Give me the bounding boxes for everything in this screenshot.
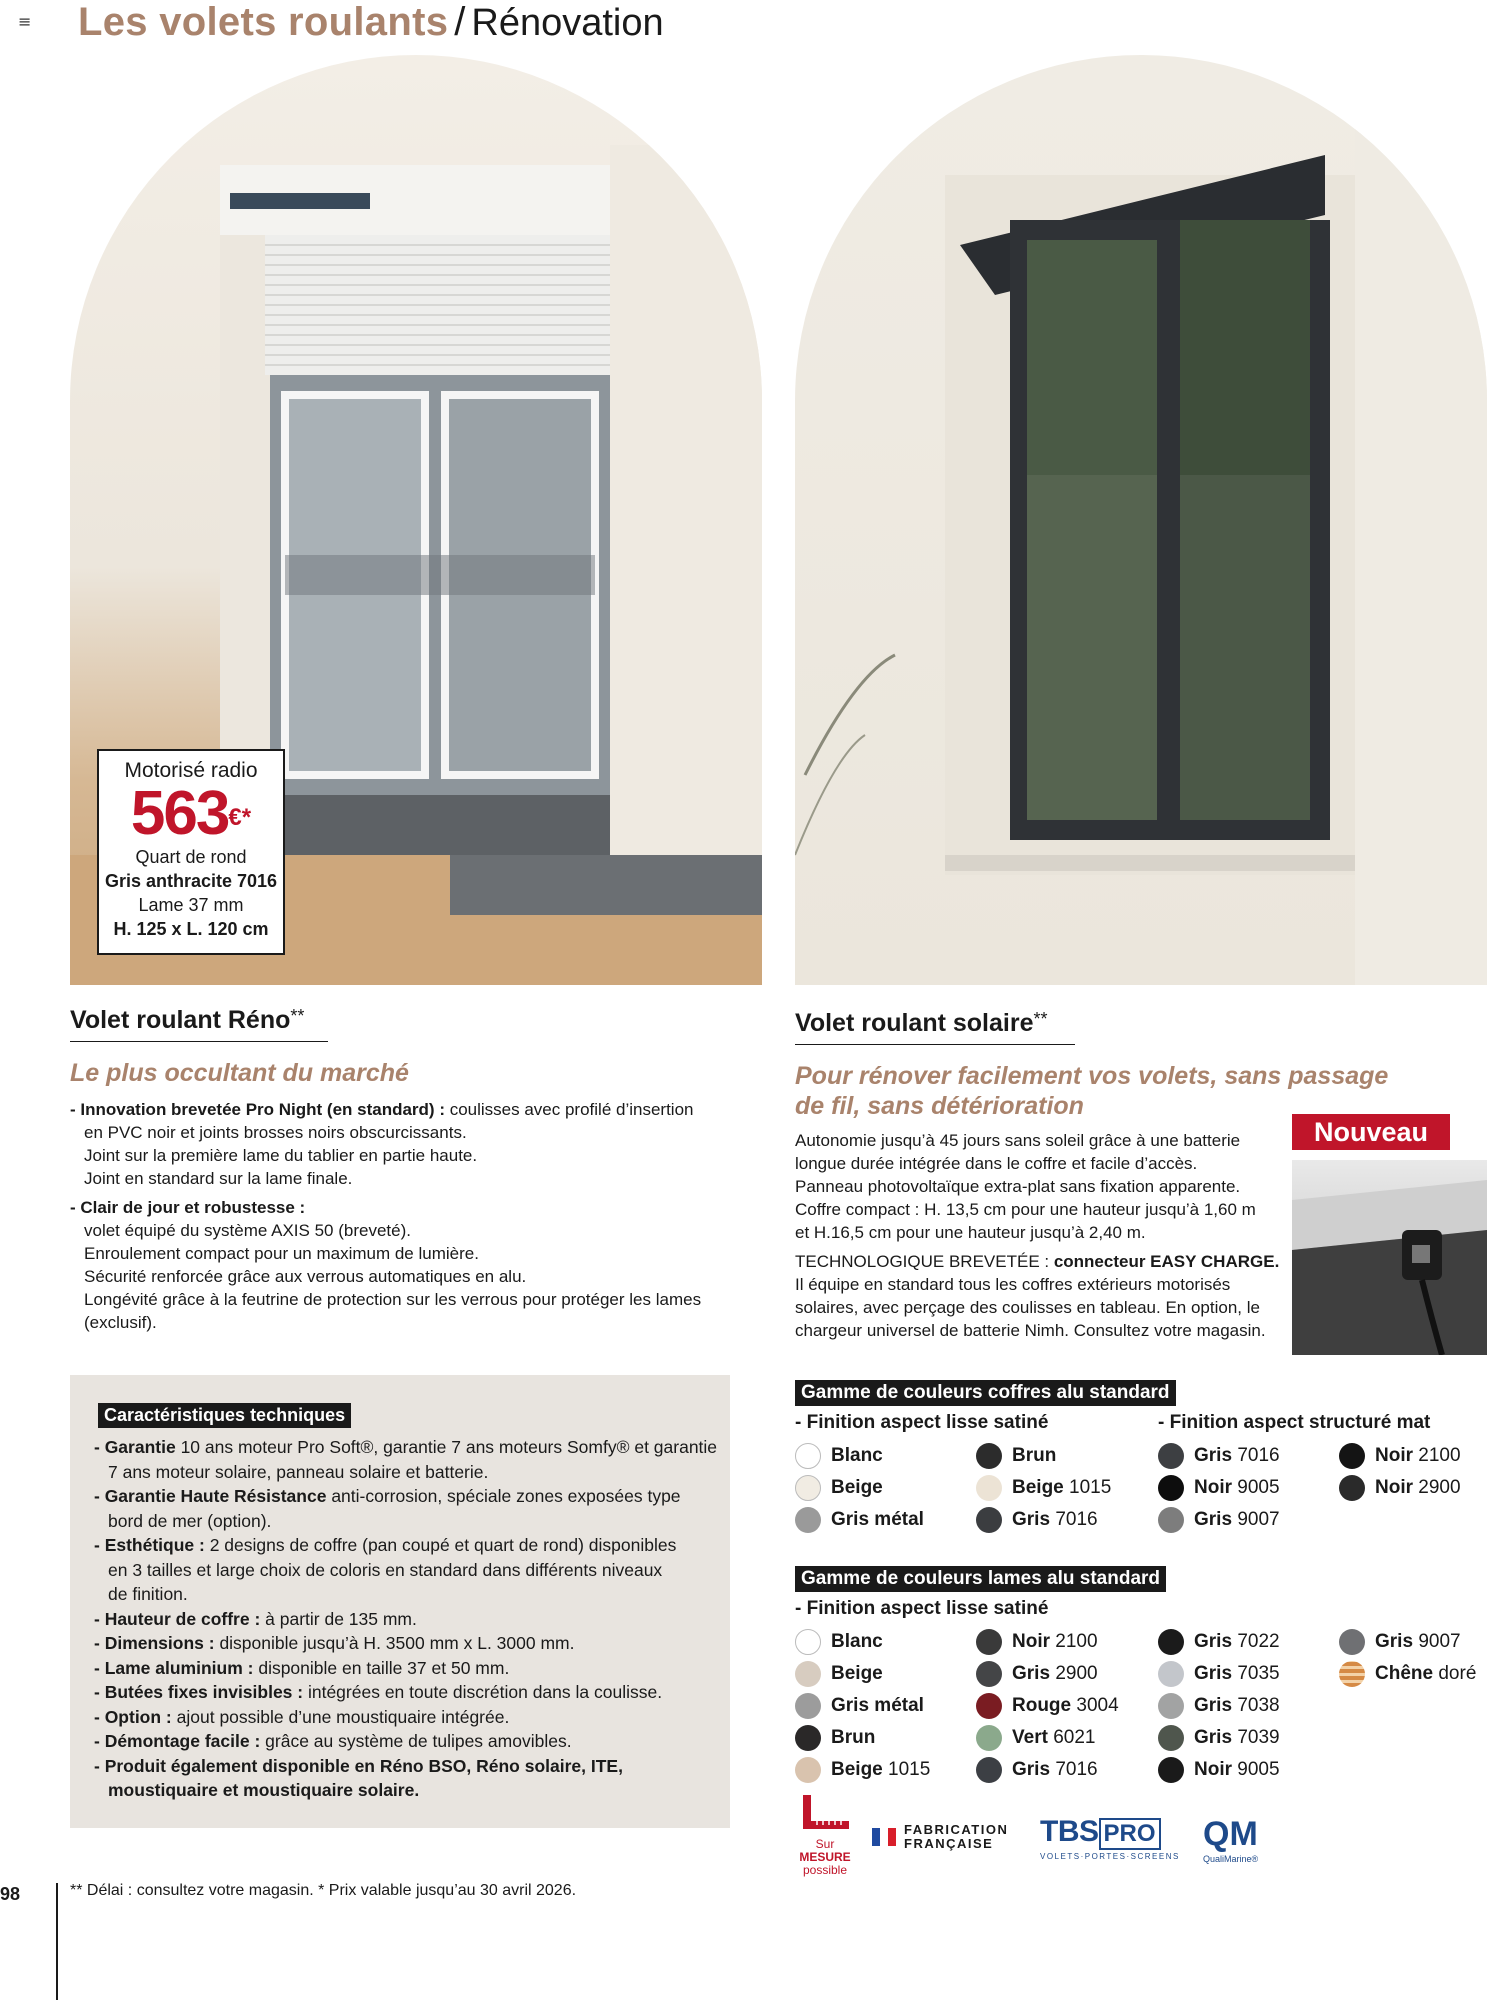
lame-color-swatch — [976, 1693, 1119, 1719]
price-detail-1: Quart de rond — [135, 847, 247, 867]
color-name: Chêne — [1375, 1663, 1434, 1684]
spec-item — [94, 1631, 724, 1656]
lame-color-swatch — [976, 1757, 1098, 1783]
colors-coffres-title — [795, 1380, 1176, 1406]
color-dot-icon — [1158, 1443, 1184, 1469]
color-name: Blanc — [831, 1631, 883, 1652]
color-code: 3004 — [1076, 1695, 1119, 1716]
color-code: 2100 — [1418, 1445, 1461, 1466]
color-code: 1015 — [1069, 1477, 1112, 1498]
color-dot-icon — [1339, 1661, 1365, 1687]
description-solaire — [795, 1129, 1285, 1342]
colors-lames-sub1: - Finition aspect lisse satiné — [795, 1598, 1049, 1619]
color-code: 7016 — [1055, 1509, 1098, 1530]
color-name: Noir — [1375, 1477, 1413, 1498]
photo-volet-solaire — [795, 55, 1487, 985]
color-dot-icon — [795, 1725, 821, 1751]
tagline-solaire — [795, 1061, 1485, 1121]
color-label — [831, 1445, 883, 1467]
color-label — [1375, 1631, 1461, 1653]
lame-color-swatch — [1158, 1757, 1280, 1783]
color-dot-icon — [976, 1725, 1002, 1751]
color-code: 2100 — [1055, 1631, 1098, 1652]
tbs-text: TBS — [1040, 1815, 1099, 1848]
spec-label: - Garantie Haute Résistance — [94, 1486, 327, 1506]
product-title-stars: ** — [1033, 1009, 1048, 1029]
spec-item — [94, 1729, 724, 1754]
color-dot-icon — [795, 1757, 821, 1783]
lame-color-swatch — [1158, 1693, 1280, 1719]
coffre-color-swatch — [1158, 1475, 1280, 1501]
specs-title: Caractéristiques techniques — [98, 1403, 351, 1428]
qm-text: QM — [1203, 1815, 1258, 1853]
spec-item — [94, 1607, 724, 1632]
color-name: Gris — [1012, 1509, 1051, 1530]
color-label — [831, 1477, 883, 1499]
spec-label: - Dimensions : — [94, 1633, 215, 1653]
coffre-color-swatch — [795, 1507, 924, 1533]
desc-line: Il équipe en standard tous les coffres extérieurs motorisés — [795, 1275, 1231, 1294]
color-dot-icon — [1158, 1693, 1184, 1719]
color-label — [831, 1695, 924, 1717]
spec-text: disponible en taille 37 et 50 mm. — [253, 1657, 510, 1678]
spec-text: bord de mer (option). — [108, 1510, 272, 1531]
coffre-color-swatch — [976, 1507, 1098, 1533]
color-name: Gris — [1194, 1445, 1233, 1466]
tagline-line: de fil, sans détérioration — [795, 1092, 1084, 1120]
coffre-color-swatch — [1158, 1507, 1280, 1533]
color-label — [831, 1631, 883, 1653]
spec-label: - Lame aluminium : — [94, 1657, 254, 1678]
price-currency: €* — [228, 804, 252, 831]
color-name: Gris métal — [831, 1509, 924, 1530]
feature-clair-line: Sécurité renforcée grâce aux verrous automatiques en alu. — [84, 1267, 527, 1286]
price-detail-4: H. 125 x L. 120 cm — [113, 919, 269, 939]
coffre-color-swatch — [795, 1443, 883, 1469]
spec-text: grâce au système de tulipes amovibles. — [260, 1731, 572, 1751]
spec-text: à partir de 135 mm. — [260, 1608, 417, 1629]
title-separator: / — [454, 0, 466, 44]
color-name: Beige — [831, 1477, 883, 1498]
spec-text: 10 ans moteur Pro Soft®, garantie 7 ans moteurs Somfy® et garantie — [175, 1437, 718, 1457]
desc-line: solaires, avec perçage des coulisses en tableau. En option, le — [795, 1298, 1260, 1317]
price-detail-2: Gris anthracite 7016 — [104, 871, 278, 891]
color-dot-icon — [976, 1629, 1002, 1655]
sur-mesure-text: Sur — [815, 1837, 835, 1851]
color-dot-icon — [795, 1661, 821, 1687]
color-label — [1012, 1759, 1098, 1781]
spec-label: - Produit également disponible en Réno BSO, Réno solaire, ITE, — [94, 1755, 623, 1776]
color-name: Gris — [1194, 1663, 1233, 1684]
feature-clair-de-jour — [70, 1196, 750, 1219]
spec-label: - Esthétique : — [94, 1535, 205, 1555]
desc-line: Autonomie jusqu’à 45 jours sans soleil grâce à une batterie — [795, 1131, 1241, 1150]
colors-lames-band: Gamme de couleurs lames alu standard — [795, 1566, 1166, 1592]
price-value — [99, 779, 283, 848]
color-label — [1194, 1759, 1280, 1781]
color-dot-icon — [1158, 1475, 1184, 1501]
lame-color-swatch — [1339, 1629, 1461, 1655]
lame-color-swatch — [1158, 1661, 1280, 1687]
product-title-stars: ** — [290, 1006, 305, 1026]
color-dot-icon — [976, 1507, 1002, 1533]
color-label — [831, 1727, 875, 1749]
desc-line: longue durée intégrée dans le coffre et facile d’accès. — [795, 1154, 1198, 1173]
footer-divider — [56, 1883, 58, 2000]
fabrication-text: FABRICATION — [904, 1822, 1009, 1837]
color-label — [1012, 1477, 1111, 1499]
color-label — [1012, 1509, 1098, 1531]
coffre-color-swatch — [1158, 1443, 1280, 1469]
product-title-text: Volet roulant Réno — [70, 1006, 291, 1034]
color-name: Gris — [1012, 1759, 1051, 1780]
spec-label: moustiquaire et moustiquaire solaire. — [108, 1780, 420, 1800]
spec-text: 7 ans moteur solaire, panneau solaire et batterie. — [108, 1461, 489, 1482]
feature-clair-de-jour-title: - Clair de jour et robustesse : — [70, 1198, 306, 1217]
feature-clair-line: Enroulement compact pour un maximum de lumière. — [84, 1244, 479, 1263]
spec-text: anti-corrosion, spéciale zones exposées type — [326, 1486, 681, 1506]
color-dot-icon — [1339, 1629, 1365, 1655]
sur-mesure-logo — [795, 1793, 855, 1877]
color-name: Brun — [1012, 1445, 1057, 1466]
color-dot-icon — [976, 1693, 1002, 1719]
color-dot-icon — [795, 1507, 821, 1533]
tbs-tagline: VOLETS·PORTES·SCREENS — [1040, 1852, 1180, 1861]
color-label — [831, 1663, 883, 1685]
color-label — [1012, 1631, 1098, 1653]
color-dot-icon — [1158, 1757, 1184, 1783]
color-name: Beige — [831, 1663, 883, 1684]
color-label — [1194, 1695, 1280, 1717]
color-dot-icon — [976, 1661, 1002, 1687]
price-detail-3: Lame 37 mm — [138, 895, 244, 915]
coffre-color-swatch — [1339, 1475, 1461, 1501]
color-dot-icon — [1158, 1507, 1184, 1533]
coffre-color-swatch — [1339, 1443, 1461, 1469]
color-dot-icon — [976, 1475, 1002, 1501]
feature-pro-night — [70, 1098, 750, 1121]
colors-lames-title — [795, 1566, 1166, 1592]
color-code: 9005 — [1237, 1477, 1280, 1498]
spec-text: disponible jusqu’à H. 3500 mm x L. 3000 mm. — [214, 1633, 575, 1653]
spec-item-line — [94, 1778, 724, 1803]
french-flag-icon — [872, 1828, 896, 1846]
color-dot-icon — [1339, 1443, 1365, 1469]
spec-label: - Option : — [94, 1706, 172, 1727]
color-code: 7016 — [1055, 1759, 1098, 1780]
color-name: Noir — [1194, 1477, 1232, 1498]
ruler-icon — [797, 1793, 853, 1833]
desc-tech-label: TECHNOLOGIQUE BREVETÉE : — [795, 1252, 1054, 1271]
qualimarine-logo — [1203, 1815, 1258, 1864]
spec-item — [94, 1435, 724, 1460]
color-label — [1375, 1477, 1461, 1499]
tbs-pro-text: PRO — [1099, 1818, 1161, 1850]
feature-clair-line: Longévité grâce à la feutrine de protection sur les verrous pour protéger les lames — [84, 1290, 702, 1309]
color-dot-icon — [1158, 1725, 1184, 1751]
color-code: doré — [1438, 1663, 1477, 1684]
spec-label: - Butées fixes invisibles : — [94, 1682, 304, 1702]
product-title-text: Volet roulant solaire — [795, 1009, 1034, 1037]
color-code: 2900 — [1418, 1477, 1461, 1498]
feature-pro-night-line: Joint en standard sur la lame finale. — [84, 1169, 353, 1188]
desc-tech-name: connecteur EASY CHARGE. — [1053, 1252, 1280, 1271]
color-dot-icon — [976, 1757, 1002, 1783]
illustration-connector — [1292, 1160, 1487, 1355]
coffre-color-swatch — [795, 1475, 883, 1501]
spec-text: en 3 tailles et large choix de coloris en standard dans différents niveaux — [108, 1559, 663, 1580]
color-label — [1194, 1477, 1280, 1499]
color-label — [831, 1759, 930, 1781]
color-dot-icon — [795, 1693, 821, 1719]
color-code: 2900 — [1055, 1663, 1098, 1684]
spec-item — [94, 1705, 724, 1730]
color-dot-icon — [1339, 1475, 1365, 1501]
sur-mesure-text: MESURE — [799, 1850, 851, 1864]
price-label: Motorisé radio — [124, 759, 258, 782]
francaise-text: FRANÇAISE — [904, 1836, 994, 1851]
desc-line — [795, 1250, 1285, 1273]
page-header — [78, 0, 664, 44]
desc-line: chargeur universel de batterie Nimh. Consultez votre magasin. — [795, 1321, 1266, 1340]
color-label — [1375, 1663, 1476, 1685]
lame-color-swatch — [795, 1757, 930, 1783]
page-subtitle: Rénovation — [471, 2, 664, 44]
color-name: Gris — [1194, 1695, 1233, 1716]
color-dot-icon — [795, 1629, 821, 1655]
color-dot-icon — [1158, 1629, 1184, 1655]
lame-color-swatch — [795, 1693, 924, 1719]
lame-color-swatch — [1339, 1661, 1476, 1687]
specs-list — [94, 1435, 724, 1803]
color-name: Gris — [1194, 1509, 1233, 1530]
fabrication-francaise-logo — [872, 1823, 1008, 1851]
spec-text: 2 designs de coffre (pan coupé et quart de rond) disponibles — [204, 1535, 677, 1555]
feature-pro-night-text: coulisses avec profilé d’insertion — [444, 1100, 694, 1119]
color-code: 7038 — [1237, 1695, 1280, 1716]
spec-item — [94, 1533, 724, 1558]
color-name: Beige — [1012, 1477, 1064, 1498]
color-dot-icon — [795, 1475, 821, 1501]
color-name: Gris — [1012, 1663, 1051, 1684]
tagline-reno: Le plus occultant du marché — [70, 1059, 409, 1087]
qualimarine-text: QualiMarine® — [1203, 1854, 1259, 1864]
color-name: Gris — [1194, 1631, 1233, 1652]
colors-coffres-band: Gamme de couleurs coffres alu standard — [795, 1380, 1176, 1406]
lame-color-swatch — [795, 1725, 875, 1751]
spec-label: - Démontage facile : — [94, 1731, 261, 1751]
color-label — [1194, 1663, 1280, 1685]
color-label — [1012, 1663, 1098, 1685]
lame-color-swatch — [795, 1629, 883, 1655]
color-name: Noir — [1194, 1759, 1232, 1780]
coffre-color-swatch — [976, 1443, 1056, 1469]
spec-item — [94, 1656, 724, 1681]
tagline-line: Pour rénover facilement vos volets, sans passage — [795, 1062, 1389, 1090]
color-code: 7016 — [1237, 1445, 1280, 1466]
color-code: 7022 — [1237, 1631, 1280, 1652]
sur-mesure-text: possible — [802, 1863, 848, 1877]
color-code: 1015 — [888, 1759, 931, 1780]
spec-label: - Hauteur de coffre : — [94, 1608, 261, 1629]
color-name: Vert — [1012, 1727, 1048, 1748]
color-name: Blanc — [831, 1445, 883, 1466]
color-label — [1194, 1445, 1280, 1467]
spec-text: de finition. — [108, 1584, 188, 1604]
desc-line: Coffre compact : H. 13,5 cm pour une hauteur jusqu’à 1,60 m — [795, 1200, 1256, 1219]
color-name: Beige — [831, 1759, 883, 1780]
lame-color-swatch — [976, 1661, 1098, 1687]
color-label — [1194, 1727, 1280, 1749]
color-label — [1012, 1445, 1056, 1467]
menu-icon: ≡ — [18, 12, 32, 31]
spec-text: ajout possible d’une moustiquaire intégrée. — [171, 1706, 510, 1727]
colors-coffres-sub1: - Finition aspect lisse satiné — [795, 1412, 1049, 1433]
spec-item — [94, 1754, 724, 1779]
page-number: 98 — [0, 1884, 21, 1904]
feature-pro-night-title: - Innovation brevetée Pro Night (en standard) : — [70, 1100, 445, 1119]
spec-item — [94, 1484, 724, 1509]
feature-pro-night-line: en PVC noir et joints brosses noirs obscurcissants. — [84, 1123, 467, 1142]
color-name: Gris métal — [831, 1695, 924, 1716]
spec-item — [94, 1680, 724, 1705]
price-badge — [97, 749, 285, 955]
color-label — [831, 1509, 924, 1531]
description-reno — [70, 1098, 750, 1334]
color-label — [1375, 1445, 1461, 1467]
color-code: 9007 — [1237, 1509, 1280, 1530]
color-dot-icon — [976, 1443, 1002, 1469]
color-code: 9005 — [1237, 1759, 1280, 1780]
desc-line: et H.16,5 cm pour une hauteur jusqu’à 2,40 m. — [795, 1223, 1146, 1242]
color-dot-icon — [1158, 1661, 1184, 1687]
color-code: 9007 — [1418, 1631, 1461, 1652]
colors-coffres-sub2: - Finition aspect structuré mat — [1158, 1412, 1431, 1433]
photo-easy-charge — [1292, 1160, 1487, 1355]
spec-text: intégrées en toute discrétion dans la coulisse. — [303, 1682, 663, 1702]
lame-color-swatch — [976, 1725, 1095, 1751]
lame-color-swatch — [1158, 1629, 1280, 1655]
color-name: Noir — [1012, 1631, 1050, 1652]
color-label — [1012, 1727, 1095, 1749]
color-code: 7039 — [1237, 1727, 1280, 1748]
price-amount: 563 — [130, 779, 229, 848]
lame-color-swatch — [795, 1661, 883, 1687]
coffre-color-swatch — [976, 1475, 1111, 1501]
nouveau-badge: Nouveau — [1292, 1114, 1450, 1150]
desc-line: Panneau photovoltaïque extra-plat sans fixation apparente. — [795, 1177, 1241, 1196]
feature-pro-night-line: Joint sur la première lame du tablier en partie haute. — [84, 1146, 478, 1165]
specs-box — [70, 1375, 730, 1828]
color-name: Gris — [1375, 1631, 1414, 1652]
lame-color-swatch — [1158, 1725, 1280, 1751]
page-title: Les volets roulants — [78, 0, 449, 44]
spec-label: - Garantie — [94, 1437, 176, 1457]
product-title-solaire — [795, 1009, 1075, 1045]
color-name: Brun — [831, 1727, 876, 1748]
color-label — [1012, 1695, 1119, 1717]
product-title-reno — [70, 1006, 328, 1042]
color-name: Noir — [1375, 1445, 1413, 1466]
feature-clair-line: (exclusif). — [84, 1313, 157, 1332]
footer-note: ** Délai : consultez votre magasin. * Prix valable jusqu’au 30 avril 2026. — [70, 1882, 577, 1899]
color-name: Gris — [1194, 1727, 1233, 1748]
color-dot-icon — [795, 1443, 821, 1469]
lame-color-swatch — [976, 1629, 1098, 1655]
color-code: 7035 — [1237, 1663, 1280, 1684]
color-label — [1194, 1631, 1280, 1653]
illustration-volet-solaire — [795, 55, 1487, 985]
feature-clair-line: volet équipé du système AXIS 50 (breveté). — [84, 1221, 411, 1240]
color-code: 6021 — [1053, 1727, 1096, 1748]
tbs-pro-logo — [1040, 1815, 1180, 1861]
color-label — [1194, 1509, 1280, 1531]
color-name: Rouge — [1012, 1695, 1072, 1716]
